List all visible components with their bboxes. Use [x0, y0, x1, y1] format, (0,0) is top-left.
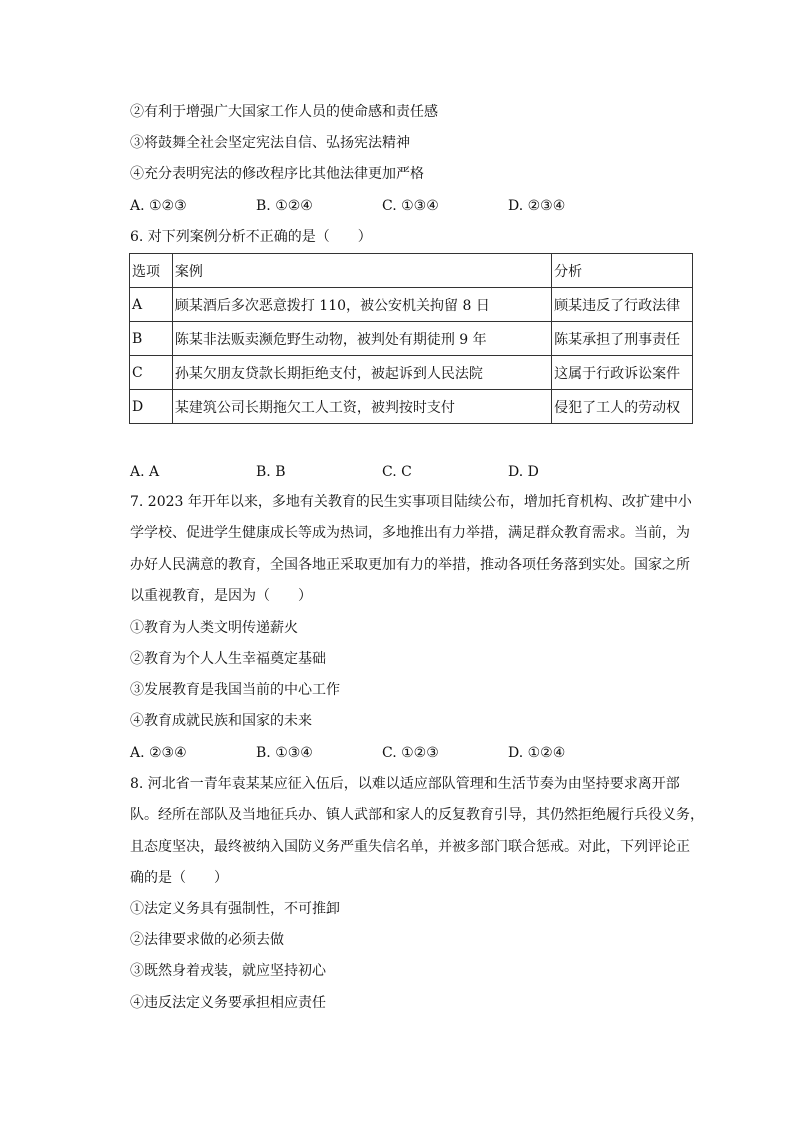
table-header-analysis: 分析: [552, 254, 693, 288]
q6-option-d[interactable]: D. D: [508, 464, 539, 480]
q7-stem-line: 7. 2023 年开年以来，多地有关教育的民生实事项目陆续公布，增加托育机构、改扩建中小: [130, 494, 692, 510]
table-header-option: 选项: [130, 254, 173, 288]
q5-option-d[interactable]: D. ②③④: [508, 198, 566, 214]
q8-stem-line: 且态度坚决，最终被纳入国防义务严重失信名单，并被多部门联合惩戒。对此，下列评论正: [130, 839, 690, 855]
q8-stem-line: 确的是（ ）: [130, 870, 228, 886]
table-cell-case: 某建筑公司长期拖欠工人工资，被判按时支付: [172, 390, 551, 424]
q5-option-a[interactable]: A. ①②③: [130, 198, 187, 214]
q5-option-c[interactable]: C. ①③④: [382, 198, 439, 214]
q5-option-b[interactable]: B. ①②④: [256, 198, 313, 214]
q7-option-a[interactable]: A. ②③④: [130, 745, 187, 761]
q5-statement-3: ③将鼓舞全社会坚定宪法自信、弘扬宪法精神: [130, 135, 410, 151]
table-row: [130, 322, 693, 356]
q7-stem-line: 以重视教育，是因为（ ）: [130, 588, 312, 604]
q8-statement-4: ④违反法定义务要承担相应责任: [130, 995, 326, 1011]
q7-statement-3: ③发展教育是我国当前的中心工作: [130, 682, 340, 698]
table-cell-option: D: [130, 390, 173, 424]
table-cell-case: 陈某非法贩卖濒危野生动物，被判处有期徒刑 9 年: [172, 322, 551, 356]
q7-statement-2: ②教育为个人人生幸福奠定基础: [130, 651, 326, 667]
q6-option-b[interactable]: B. B: [256, 464, 286, 480]
table-cell-analysis: 顾某违反了行政法律: [552, 288, 693, 322]
q7-statement-1: ①教育为人类文明传递薪火: [130, 620, 298, 636]
q8-stem-line: 队。经所在部队及当地征兵办、镇人武部和家人的反复教育引导，其仍然拒绝履行兵役义务，: [130, 807, 704, 823]
q6-options: [130, 462, 690, 482]
q8-statement-1: ①法定义务具有强制性，不可推卸: [130, 901, 340, 917]
q7-stem-line: 办好人民满意的教育，全国各地正采取更加有力的举措，推动各项任务落到实处。国家之所: [130, 557, 690, 573]
table-row: [130, 390, 693, 424]
q7-option-c[interactable]: C. ①②③: [382, 745, 439, 761]
table-cell-option: C: [130, 356, 173, 390]
table-cell-option: A: [130, 288, 173, 322]
q7-statement-4: ④教育成就民族和国家的未来: [130, 713, 312, 729]
table-cell-option: B: [130, 322, 173, 356]
table-cell-case: 顾某酒后多次恶意拨打 110，被公安机关拘留 8 日: [172, 288, 551, 322]
q8-stem-line: 8. 河北省一青年袁某某应征入伍后，以难以适应部队管理和生活节奏为由坚持要求离开部: [130, 776, 680, 792]
table-cell-analysis: 陈某承担了刑事责任: [552, 322, 693, 356]
q8-statement-3: ③既然身着戎装，就应坚持初心: [130, 963, 326, 979]
q6-option-a[interactable]: A. A: [130, 464, 160, 480]
q7-stem-line: 学学校、促进学生健康成长等成为热词，多地推出有力举措，满足群众教育需求。当前，为: [130, 525, 690, 541]
q5-statement-2: ②有利于增强广大国家工作人员的使命感和责任感: [130, 104, 438, 120]
q5-options: [130, 196, 690, 216]
table-row: [130, 356, 693, 390]
q6-stem: 6. 对下列案例分析不正确的是（ ）: [130, 229, 372, 245]
q7-option-d[interactable]: D. ①②④: [508, 745, 566, 761]
q7-option-b[interactable]: B. ①③④: [256, 745, 313, 761]
q7-options: [130, 743, 690, 763]
q6-option-c[interactable]: C. C: [382, 464, 412, 480]
q8-statement-2: ②法律要求做的必须去做: [130, 932, 284, 948]
table-row: [130, 288, 693, 322]
q5-statement-4: ④充分表明宪法的修改程序比其他法律更加严格: [130, 166, 424, 182]
table-header-case: 案例: [172, 254, 551, 288]
table-header-row: [130, 254, 693, 288]
q6-case-table: [129, 253, 693, 424]
table-cell-analysis: 这属于行政诉讼案件: [552, 356, 693, 390]
table-cell-analysis: 侵犯了工人的劳动权: [552, 390, 693, 424]
table-cell-case: 孙某欠朋友贷款长期拒绝支付，被起诉到人民法院: [172, 356, 551, 390]
